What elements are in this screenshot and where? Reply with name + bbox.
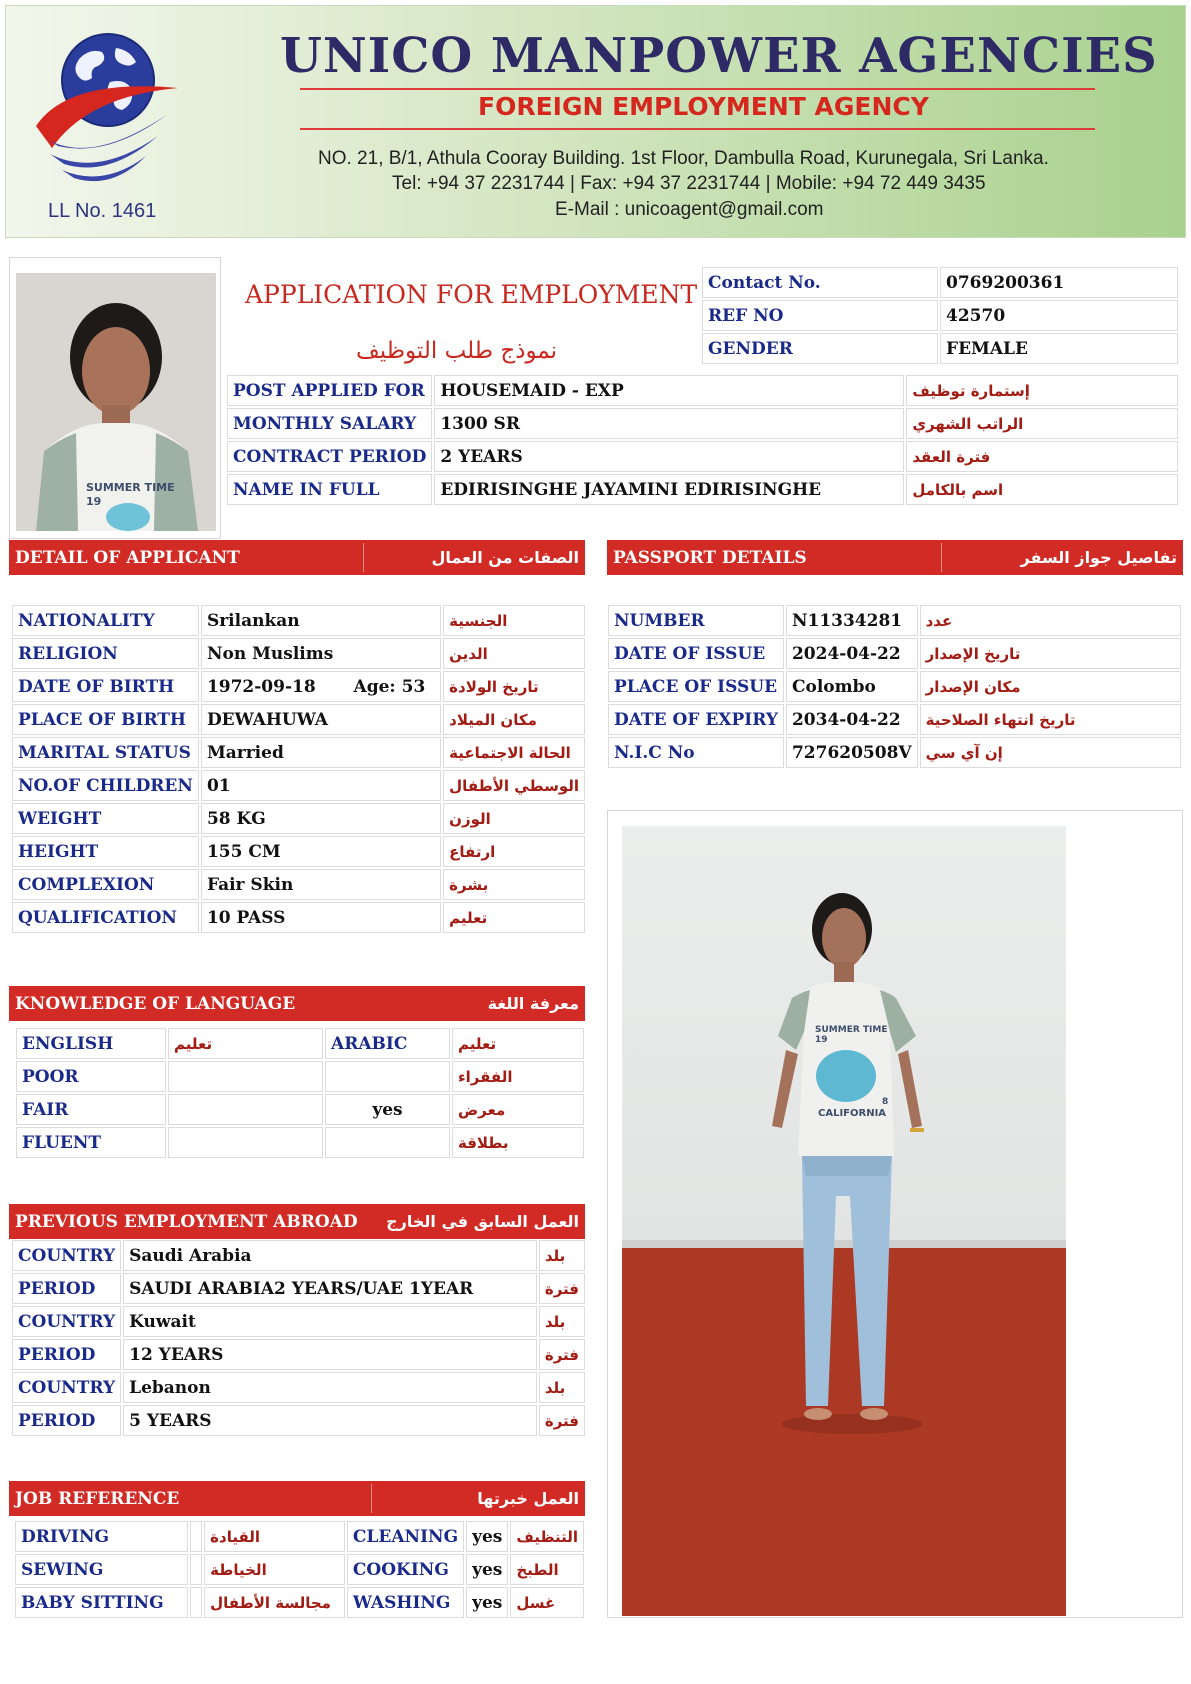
shirt-number-large: 19 (815, 1035, 828, 1045)
detail-value: Married (201, 737, 441, 768)
table-row (12, 737, 585, 768)
table-row (702, 300, 1178, 331)
employment-label: PERIOD (12, 1339, 121, 1370)
table-row (16, 1127, 584, 1158)
job-reference-table (13, 1519, 586, 1620)
passport-label: N.I.C No (608, 737, 784, 768)
table-row (15, 1521, 584, 1552)
name-label: NAME IN FULL (227, 474, 432, 505)
detail-label: HEIGHT (12, 836, 199, 867)
detail-value: 58 KG (201, 803, 441, 834)
detail-label: QUALIFICATION (12, 902, 199, 933)
table-row (12, 1372, 585, 1403)
employment-value: SAUDI ARABIA2 YEARS/UAE 1YEAR (123, 1273, 537, 1304)
detail-label-arabic: تاريخ الولادة (443, 671, 585, 702)
language-level-arabic: معرض (452, 1094, 584, 1125)
language-section-header (9, 986, 585, 1021)
detail-label-arabic: مكان الميلاد (443, 704, 585, 735)
table-row (227, 474, 1178, 505)
passport-label: DATE OF ISSUE (608, 638, 784, 669)
table-row (16, 1061, 584, 1092)
employment-value: Lebanon (123, 1372, 537, 1403)
table-row (12, 902, 585, 933)
passport-value: 727620508V (786, 737, 918, 768)
applicant-portrait-photo (16, 273, 216, 531)
employment-label: COUNTRY (12, 1306, 121, 1337)
employment-label-arabic: فترة (539, 1405, 585, 1436)
job-skill-value (190, 1554, 202, 1585)
language-heading: KNOWLEDGE OF LANGUAGE (15, 993, 296, 1014)
salary-label: MONTHLY SALARY (227, 408, 432, 439)
header-rule-top (300, 88, 1095, 90)
table-row (16, 1028, 584, 1059)
table-row (12, 704, 585, 735)
post-details-table (225, 373, 1180, 507)
job-heading: JOB REFERENCE (15, 1488, 180, 1509)
employment-label: COUNTRY (12, 1372, 121, 1403)
table-row (12, 803, 585, 834)
language-level: FLUENT (16, 1127, 166, 1158)
detail-value: 10 PASS (201, 902, 441, 933)
passport-label: PLACE OF ISSUE (608, 671, 784, 702)
language-level-arabic: الفقراء (452, 1061, 584, 1092)
passport-value: 2034-04-22 (786, 704, 918, 735)
language-level: POOR (16, 1061, 166, 1092)
header-divider (363, 543, 364, 572)
agency-type: FOREIGN EMPLOYMENT AGENCY (478, 92, 929, 121)
employment-label: PERIOD (12, 1273, 121, 1304)
employment-label-arabic: بلد (539, 1240, 585, 1271)
passport-label: DATE OF EXPIRY (608, 704, 784, 735)
table-row (12, 605, 585, 636)
previous-employment-table (10, 1238, 587, 1438)
arabic-level-value: yes (325, 1094, 450, 1125)
english-level-value (168, 1127, 323, 1158)
company-email: E-Mail : unicoagent@gmail.com (555, 199, 824, 220)
passport-label-arabic: إن آي سي (920, 737, 1181, 768)
name-label-arabic: اسم بالكامل (906, 474, 1178, 505)
company-contacts: Tel: +94 37 2231744 | Fax: +94 37 2231744 | Mobile: +94 72 449 3435 (392, 173, 986, 194)
english-level-value (168, 1094, 323, 1125)
employment-label-arabic: فترة (539, 1339, 585, 1370)
table-row (12, 836, 585, 867)
job-skill-label: SEWING (15, 1554, 188, 1585)
table-row (608, 704, 1181, 735)
language-cell-arabic: تعليم (168, 1028, 323, 1059)
previous-heading: PREVIOUS EMPLOYMENT ABROAD (15, 1211, 358, 1232)
language-cell-arabic: تعليم (452, 1028, 584, 1059)
employment-value: Kuwait (123, 1306, 537, 1337)
job-skill-label: WASHING (347, 1587, 464, 1618)
detail-label-arabic: بشرة (443, 869, 585, 900)
ref-label: REF NO (702, 300, 938, 331)
company-logo (28, 18, 188, 228)
table-row (702, 267, 1178, 298)
job-skill-label: BABY SITTING (15, 1587, 188, 1618)
table-row (12, 671, 585, 702)
job-skill-label: CLEANING (347, 1521, 464, 1552)
job-skill-arabic: مجالسة الأطفال (204, 1587, 345, 1618)
passport-label: NUMBER (608, 605, 784, 636)
job-skill-label: DRIVING (15, 1521, 188, 1552)
application-title-arabic: نموذج طلب التوظيف (356, 338, 558, 364)
full-name-value: EDIRISINGHE JAYAMINI EDIRISINGHE (434, 474, 904, 505)
job-heading-arabic: العمل خبرتها (477, 1489, 579, 1508)
table-row (12, 1240, 585, 1271)
employment-value: 12 YEARS (123, 1339, 537, 1370)
salary-label-arabic: الراتب الشهري (906, 408, 1178, 439)
detail-label: WEIGHT (12, 803, 199, 834)
detail-label-arabic: الوزن (443, 803, 585, 834)
contract-value: 2 YEARS (434, 441, 904, 472)
passport-value: N11334281 (786, 605, 918, 636)
job-skill-arabic: القيادة (204, 1521, 345, 1552)
gender-value: FEMALE (940, 333, 1178, 364)
job-skill-value (190, 1587, 202, 1618)
passport-value: Colombo (786, 671, 918, 702)
table-row (227, 441, 1178, 472)
employment-label-arabic: بلد (539, 1306, 585, 1337)
shirt-text-large: SUMMER TIME (815, 1025, 888, 1035)
passport-label-arabic: عدد (920, 605, 1181, 636)
detail-value: Srilankan (201, 605, 441, 636)
shirt-place: CALIFORNIA (818, 1108, 887, 1119)
detail-label: NATIONALITY (12, 605, 199, 636)
company-name: UNICO MANPOWER AGENCIES (280, 28, 1158, 84)
employment-value: Saudi Arabia (123, 1240, 537, 1271)
header-divider (371, 1484, 372, 1513)
employment-label: PERIOD (12, 1405, 121, 1436)
job-skill-label: COOKING (347, 1554, 464, 1585)
job-skill-arabic: التنظيف (510, 1521, 584, 1552)
detail-label-arabic: تعليم (443, 902, 585, 933)
passport-details-table (606, 603, 1183, 770)
passport-label-arabic: مكان الإصدار (920, 671, 1181, 702)
english-level-value (168, 1061, 323, 1092)
employment-value: 5 YEARS (123, 1405, 537, 1436)
detail-label-arabic: ارتفاع (443, 836, 585, 867)
detail-value: Non Muslims (201, 638, 441, 669)
employment-label-arabic: بلد (539, 1372, 585, 1403)
passport-heading: PASSPORT DETAILS (613, 547, 807, 568)
table-row (12, 770, 585, 801)
detail-heading-arabic: الصفات من العمال (431, 548, 579, 567)
header-rule-bottom (300, 128, 1095, 130)
salary-value: 1300 SR (434, 408, 904, 439)
arabic-level-value (325, 1061, 450, 1092)
job-skill-arabic: غسل (510, 1587, 584, 1618)
detail-value: 01 (201, 770, 441, 801)
detail-value: DEWAHUWA (201, 704, 441, 735)
date-of-birth: 1972-09-18 (206, 676, 316, 697)
job-reference-header (9, 1481, 585, 1516)
ref-value: 42570 (940, 300, 1178, 331)
employment-label: COUNTRY (12, 1240, 121, 1271)
table-row (608, 605, 1181, 636)
table-row (15, 1587, 584, 1618)
language-table (14, 1026, 586, 1160)
table-row (12, 1273, 585, 1304)
previous-employment-header (9, 1204, 585, 1239)
detail-label-arabic: الجنسية (443, 605, 585, 636)
passport-heading-arabic: تفاصيل جواز السفر (1020, 548, 1177, 567)
shirt-text-small: SUMMER TIME (86, 481, 175, 494)
applicant-details-table (10, 603, 587, 935)
job-skill-arabic: الخياطة (204, 1554, 345, 1585)
job-skill-value: yes (466, 1521, 508, 1552)
detail-label: COMPLEXION (12, 869, 199, 900)
detail-label-arabic: الدين (443, 638, 585, 669)
language-heading-arabic: معرفة اللغة (487, 994, 579, 1013)
contact-label: Contact No. (702, 267, 938, 298)
job-skill-arabic: الطبخ (510, 1554, 584, 1585)
detail-label: NO.OF CHILDREN (12, 770, 199, 801)
detail-label: DATE OF BIRTH (12, 671, 199, 702)
detail-label-arabic: الوسطي الأطفال (443, 770, 585, 801)
passport-section-header (607, 540, 1183, 575)
detail-value: Fair Skin (201, 869, 441, 900)
detail-label-arabic: الحالة الاجتماعية (443, 737, 585, 768)
gender-label: GENDER (702, 333, 938, 364)
license-number: LL No. 1461 (48, 200, 157, 222)
table-row (16, 1094, 584, 1125)
table-row (12, 869, 585, 900)
contract-label: CONTRACT PERIOD (227, 441, 432, 472)
language-level: FAIR (16, 1094, 166, 1125)
job-skill-value: yes (466, 1587, 508, 1618)
table-row (227, 375, 1178, 406)
contact-info-table (700, 265, 1180, 366)
table-row (12, 1339, 585, 1370)
application-title: APPLICATION FOR EMPLOYMENT (245, 280, 698, 309)
language-level-arabic: بطلاقة (452, 1127, 584, 1158)
language-cell: ENGLISH (16, 1028, 166, 1059)
post-value: HOUSEMAID - EXP (434, 375, 904, 406)
table-row (12, 1306, 585, 1337)
passport-label-arabic: تاريخ الإصدار (920, 638, 1181, 669)
detail-heading: DETAIL OF APPLICANT (15, 547, 240, 568)
table-row (608, 638, 1181, 669)
job-skill-value: yes (466, 1554, 508, 1585)
shirt-number-small: 19 (86, 495, 102, 508)
table-row (12, 638, 585, 669)
table-row (15, 1554, 584, 1585)
company-address: NO. 21, B/1, Athula Cooray Building. 1st Floor, Dambulla Road, Kurunegala, Sri Lanka. (318, 148, 1049, 169)
table-row (12, 1405, 585, 1436)
table-row (608, 737, 1181, 768)
table-row (702, 333, 1178, 364)
detail-label: PLACE OF BIRTH (12, 704, 199, 735)
shirt-number-2: 8 (882, 1097, 889, 1107)
contract-label-arabic: فترة العقد (906, 441, 1178, 472)
post-label-arabic: إستمارة توظيف (906, 375, 1178, 406)
header-divider (941, 543, 942, 572)
passport-label-arabic: تاريخ انتهاء الصلاحية (920, 704, 1181, 735)
detail-value: 155 CM (201, 836, 441, 867)
arabic-level-value (325, 1127, 450, 1158)
contact-value: 0769200361 (940, 267, 1178, 298)
applicant-full-length-photo (622, 826, 1066, 1616)
language-cell: ARABIC (325, 1028, 450, 1059)
detail-label: MARITAL STATUS (12, 737, 199, 768)
post-label: POST APPLIED FOR (227, 375, 432, 406)
job-skill-value (190, 1521, 202, 1552)
detail-label: RELIGION (12, 638, 199, 669)
table-row (227, 408, 1178, 439)
detail-section-header (9, 540, 585, 575)
detail-value (201, 671, 441, 702)
previous-heading-arabic: العمل السابق في الخارج (386, 1212, 579, 1231)
employment-label-arabic: فترة (539, 1273, 585, 1304)
passport-value: 2024-04-22 (786, 638, 918, 669)
age: Age: 53 (353, 676, 426, 697)
table-row (608, 671, 1181, 702)
